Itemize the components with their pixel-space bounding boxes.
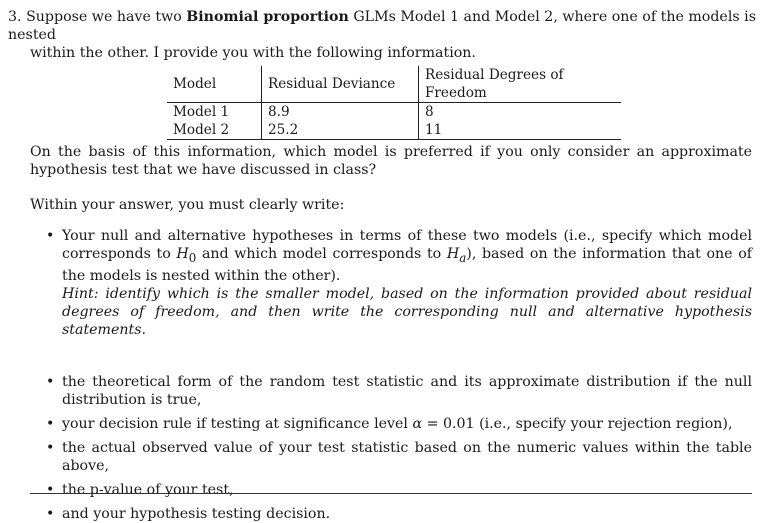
question-intro [8, 8, 756, 62]
table-cell: Model 2 [167, 121, 262, 140]
table-cell: 8.9 [262, 103, 419, 122]
instruction-paragraph: Within your answer, you must clearly write: [30, 197, 345, 213]
intro-bold-term: Binomial proportion [186, 9, 349, 25]
header-model: Model [167, 66, 262, 103]
hint-text: Hint: identify which is the smaller model, based on the information provided about residual degrees of freedom, and then write the corresponding null and alternative hypothesis statements. [62, 285, 752, 338]
table-row [167, 103, 621, 122]
table-cell: 8 [419, 103, 622, 122]
header-residual-deviance: Residual Deviance [262, 66, 419, 103]
table-cell: Model 1 [173, 104, 230, 120]
item-text: your decision rule if testing at significance level [62, 415, 413, 432]
item-text: and your hypothesis testing decision. [62, 505, 331, 522]
table-cell: 25.2 [262, 121, 419, 140]
alpha-symbol: α [412, 415, 423, 432]
table-row [167, 121, 621, 140]
list-item [30, 439, 752, 475]
item-text: the p-value of your test, [62, 481, 234, 498]
model-info-table [167, 66, 621, 140]
list-item [30, 373, 752, 409]
item-text: Your null and alternative hypotheses in terms of these two models (i.e., specify which model corresponds to [62, 228, 752, 262]
intro-after: GLMs Model 1 and Model 2, where one of the models is nested [8, 9, 756, 43]
bullet-icon: • [46, 228, 55, 244]
h0-symbol: H [176, 246, 189, 262]
header-residual-df: Residual Degrees of Freedom [419, 66, 622, 103]
item-text: the theoretical form of the random test statistic and its approximate distribution if the null distribution is true, [62, 373, 752, 408]
question-paragraph: On the basis of this information, which model is preferred if you only consider an approximate hypothesis test that we have discussed in class? [30, 144, 752, 178]
list-item [30, 415, 752, 433]
table-header-row [167, 66, 621, 103]
bullet-icon: • [46, 481, 55, 498]
item-text: ), based on the information that one of the models is nested within the other). [62, 246, 752, 284]
question-number: 3. [8, 9, 22, 25]
bullet-icon: • [46, 373, 55, 390]
bottom-divider [30, 493, 752, 494]
bullet-icon: • [46, 415, 55, 432]
h0-subscript: 0 [188, 250, 197, 265]
intro-before: Suppose we have two [26, 9, 187, 25]
requirements-list [30, 227, 752, 523]
ha-subscript: a [459, 250, 467, 265]
list-item [30, 481, 752, 499]
item-text: and which model corresponds to [196, 246, 447, 262]
item-text: the actual observed value of your test statistic based on the numeric values within the table above, [62, 439, 752, 474]
intro-line2: within the other. I provide you with the following information. [30, 45, 476, 61]
list-item [30, 227, 752, 339]
item-text: = 0.01 (i.e., specify your rejection region), [422, 415, 733, 432]
table-cell: 11 [419, 121, 622, 140]
list-item [30, 505, 752, 523]
bullet-icon: • [46, 439, 55, 456]
ha-symbol: H [446, 246, 460, 262]
bullet-icon: • [46, 505, 55, 522]
